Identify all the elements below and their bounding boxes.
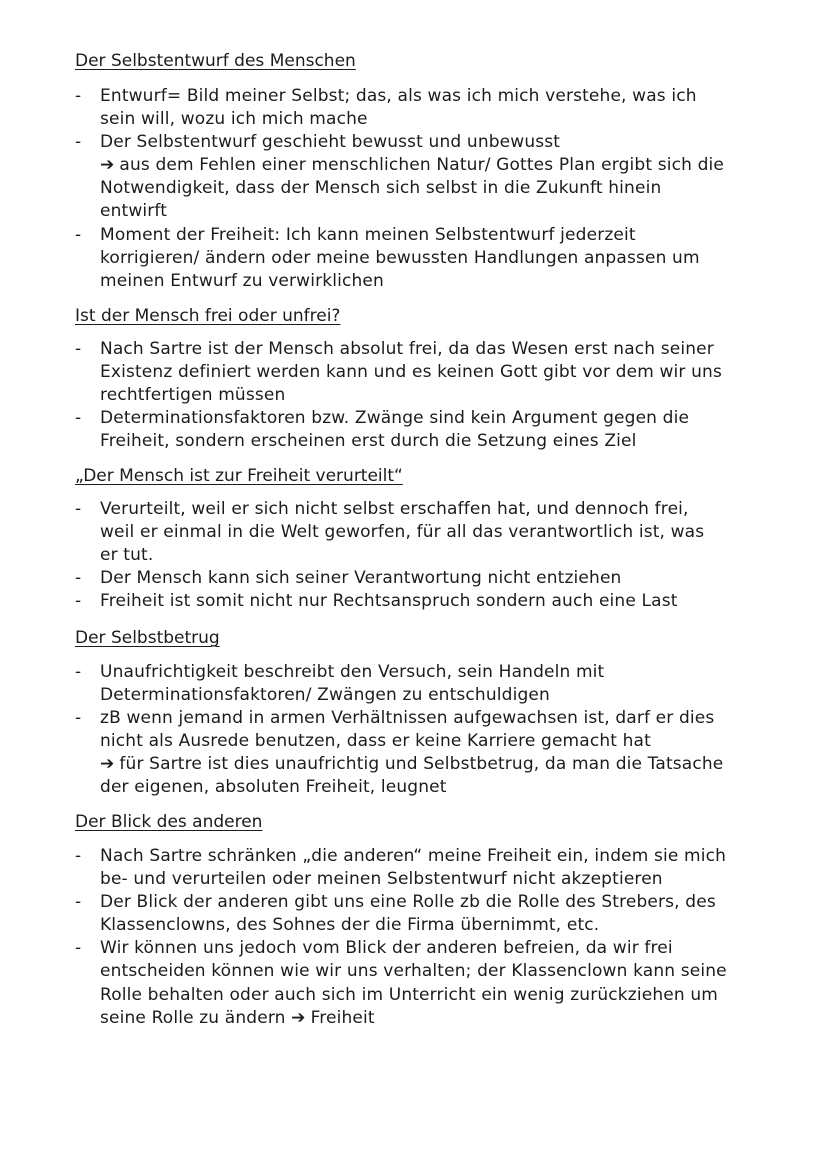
text-line: Moment der Freiheit: Ich kann meinen Selbstentwurf jederzeit bbox=[100, 224, 636, 245]
list-item bbox=[0, 845, 790, 891]
list-item bbox=[0, 661, 790, 707]
arrow-right-icon: ➔ bbox=[100, 155, 115, 176]
arrow-right-icon: ➔ bbox=[100, 754, 115, 775]
list-item bbox=[0, 85, 790, 131]
dash-bullet-icon: - bbox=[75, 662, 82, 682]
text-line: be- und verurteilen oder meinen Selbstentwurf nicht akzeptieren bbox=[100, 869, 663, 890]
text-line: Unaufrichtigkeit beschreibt den Versuch, sein Handeln mit bbox=[100, 662, 605, 682]
dash-bullet-icon: - bbox=[75, 224, 82, 245]
bullet-list bbox=[0, 661, 828, 800]
text-line: er tut. bbox=[100, 545, 154, 566]
dash-bullet-icon: - bbox=[75, 339, 82, 359]
text-line: Rolle behalten oder auch sich im Unterricht ein wenig zurückziehen um bbox=[100, 984, 718, 1005]
dash-bullet-icon: - bbox=[75, 892, 82, 913]
text-line: entwirft bbox=[100, 201, 168, 222]
text-line: meinen Entwurf zu verwirklichen bbox=[100, 270, 384, 291]
dash-bullet-icon: - bbox=[75, 708, 82, 729]
arrow-line bbox=[100, 753, 790, 776]
bullet-list bbox=[0, 338, 828, 453]
text-line: nicht als Ausrede benutzen, dass er keine Karriere gemacht hat bbox=[100, 731, 651, 752]
list-item bbox=[0, 498, 790, 567]
list-item bbox=[0, 937, 790, 1029]
section-heading: Der Selbstbetrug bbox=[75, 628, 220, 648]
text-line: sein will, wozu ich mich mache bbox=[100, 109, 368, 130]
dash-bullet-icon: - bbox=[75, 568, 82, 589]
text-line: Der Blick der anderen gibt uns eine Rolle zb die Rolle des Strebers, des bbox=[100, 892, 716, 913]
dash-bullet-icon: - bbox=[75, 408, 82, 429]
list-item bbox=[0, 407, 790, 453]
dash-bullet-icon: - bbox=[75, 846, 82, 866]
text-line: Nach Sartre ist der Mensch absolut frei, da das Wesen erst nach seiner bbox=[100, 339, 714, 359]
text-line: Existenz definiert werden kann und es keinen Gott gibt vor dem wir uns bbox=[100, 362, 722, 383]
dash-bullet-icon: - bbox=[75, 499, 82, 519]
text-line: Freiheit ist somit nicht nur Rechtsanspruch sondern auch eine Last bbox=[100, 591, 678, 612]
list-item bbox=[0, 131, 790, 223]
bullet-list bbox=[0, 845, 828, 1030]
list-item bbox=[0, 338, 790, 407]
section-heading: Ist der Mensch frei oder unfrei? bbox=[75, 306, 341, 326]
text-line: Klassenclowns, des Sohnes der die Firma übernimmt, etc. bbox=[100, 915, 600, 936]
text-line: Wir können uns jedoch vom Blick der anderen befreien, da wir frei bbox=[100, 938, 673, 959]
list-item bbox=[0, 590, 790, 613]
text-line: zB wenn jemand in armen Verhältnissen aufgewachsen ist, darf er dies bbox=[100, 708, 715, 729]
text-line: aus dem Fehlen einer menschlichen Natur/ Gottes Plan ergibt sich die bbox=[119, 155, 724, 176]
bullet-list bbox=[0, 85, 828, 293]
bullet-list bbox=[0, 498, 828, 613]
text-line: Notwendigkeit, dass der Mensch sich selbst in die Zukunft hinein bbox=[100, 178, 662, 199]
text-line: korrigieren/ ändern oder meine bewussten Handlungen anpassen um bbox=[100, 247, 700, 268]
tail-line bbox=[100, 1007, 790, 1030]
text-line: Freiheit, sondern erscheinen erst durch die Setzung eines Ziel bbox=[100, 431, 637, 452]
text-line: Der Mensch kann sich seiner Verantwortung nicht entziehen bbox=[100, 568, 622, 589]
text-line: seine Rolle zu ändern bbox=[100, 1007, 286, 1028]
dash-bullet-icon: - bbox=[75, 132, 82, 153]
text-line: Nach Sartre schränken „die anderen“ meine Freiheit ein, indem sie mich bbox=[100, 846, 727, 866]
text-line: entscheiden können wie wir uns verhalten; der Klassenclown kann seine bbox=[100, 961, 727, 982]
arrow-right-icon: ➔ bbox=[291, 1007, 306, 1028]
text-line: Determinationsfaktoren bzw. Zwänge sind kein Argument gegen die bbox=[100, 408, 690, 429]
list-item bbox=[0, 891, 790, 937]
text-line: der eigenen, absoluten Freiheit, leugnet bbox=[100, 777, 447, 798]
list-item bbox=[0, 224, 790, 293]
text-line: Entwurf= Bild meiner Selbst; das, als was ich mich verstehe, was ich bbox=[100, 86, 697, 106]
text-line: Der Selbstentwurf geschieht bewusst und unbewusst bbox=[100, 132, 561, 153]
text-line: Determinationsfaktoren/ Zwängen zu entschuldigen bbox=[100, 685, 550, 706]
list-item bbox=[0, 707, 790, 799]
text-line: Verurteilt, weil er sich nicht selbst erschaffen hat, und dennoch frei, bbox=[100, 499, 689, 519]
dash-bullet-icon: - bbox=[75, 938, 82, 959]
text-line: rechtfertigen müssen bbox=[100, 385, 286, 406]
list-item bbox=[0, 567, 790, 590]
arrow-line bbox=[100, 154, 790, 177]
text-line: weil er einmal in die Welt geworfen, für all das verantwortlich ist, was bbox=[100, 522, 705, 543]
section-heading: Der Blick des anderen bbox=[75, 812, 263, 832]
dash-bullet-icon: - bbox=[75, 591, 82, 612]
text-line: Freiheit bbox=[310, 1007, 375, 1028]
section-heading: Der Selbstentwurf des Menschen bbox=[75, 51, 356, 71]
dash-bullet-icon: - bbox=[75, 86, 82, 106]
section-heading: „Der Mensch ist zur Freiheit verurteilt“ bbox=[75, 466, 403, 486]
text-line: für Sartre ist dies unaufrichtig und Selbstbetrug, da man die Tatsache bbox=[119, 754, 724, 775]
